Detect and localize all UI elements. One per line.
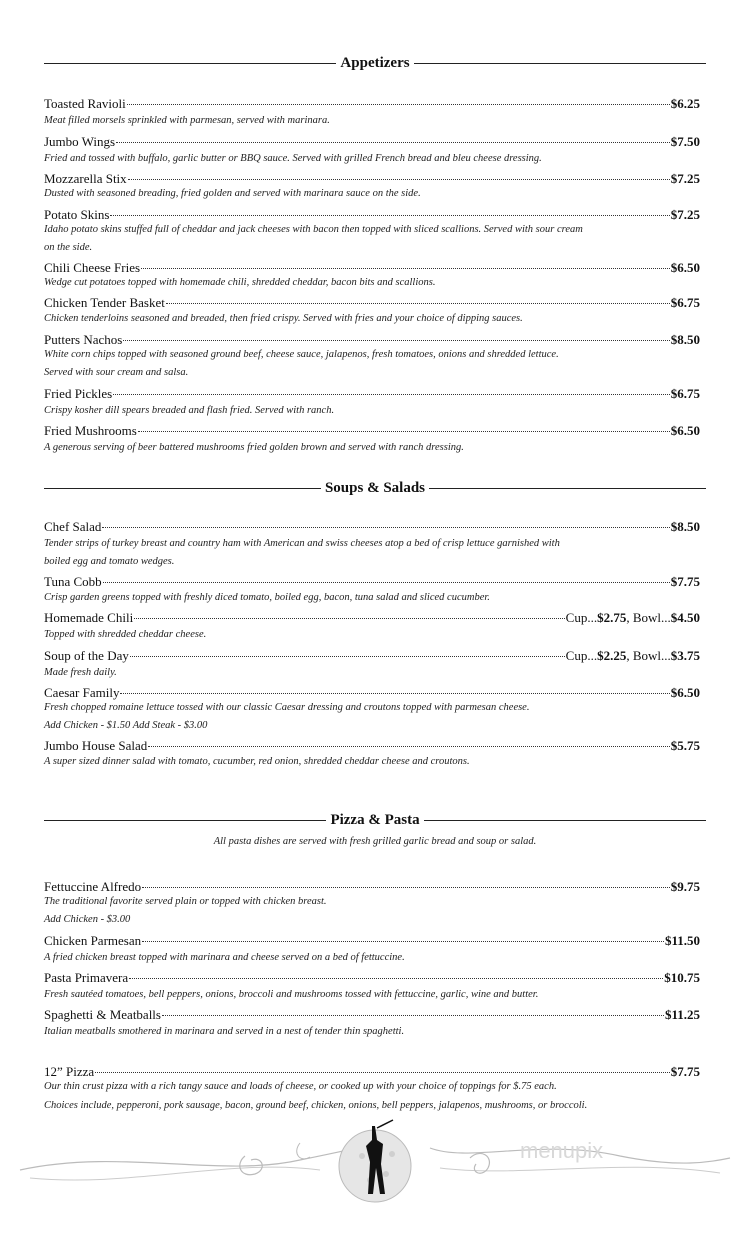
bowl-label: , Bowl... bbox=[626, 648, 671, 663]
menu-item bbox=[44, 329, 700, 347]
item-desc: Dusted with seasoned breading, fried golden and served with marinara sauce on the side. bbox=[44, 188, 421, 199]
item-desc: Our thin crust pizza with a rich tangy sauce and loads of cheese, or cooked up with your choice of toppings for $.75 each. bbox=[44, 1081, 557, 1092]
menu-item bbox=[44, 876, 700, 894]
footer-swirl-art bbox=[0, 1118, 750, 1235]
item-desc: Idaho potato skins stuffed full of cheddar and jack cheeses with bacon then topped with sliced scallions. Served with sour cream on the side. bbox=[44, 224, 583, 253]
appetizers-title: Appetizers bbox=[340, 54, 410, 71]
item-name: Potato Skins bbox=[44, 207, 110, 222]
swirl-line-left bbox=[20, 1146, 370, 1170]
item-name: Chicken Parmesan bbox=[44, 933, 142, 948]
leader-dots bbox=[103, 568, 670, 583]
cup-label: Cup... bbox=[565, 610, 598, 625]
soups-header bbox=[44, 478, 706, 498]
menu-item bbox=[44, 131, 700, 149]
item-desc: Crispy kosher dill spears breaded and flash fried. Served with ranch. bbox=[44, 405, 335, 416]
watermark-text: menupix bbox=[520, 1138, 604, 1163]
item-desc: Fresh chopped romaine lettuce tossed with our classic Caesar dressing and croutons topped with parmesan cheese. bbox=[44, 702, 530, 713]
item-name: Toasted Ravioli bbox=[44, 96, 126, 111]
item-price: $6.75 bbox=[670, 386, 700, 401]
ball-dimple bbox=[389, 1151, 395, 1157]
menu-item bbox=[44, 1004, 700, 1022]
leader-dots bbox=[95, 1058, 670, 1073]
item-name: Soup of the Day bbox=[44, 648, 129, 663]
item-name: Tuna Cobb bbox=[44, 574, 102, 589]
leader-dots bbox=[162, 1001, 664, 1016]
item-name: Mozzarella Stix bbox=[44, 171, 127, 186]
item-name: Chef Salad bbox=[44, 519, 102, 534]
ball-dimple bbox=[383, 1171, 389, 1177]
item-price: $7.50 bbox=[670, 134, 700, 149]
item-price: $7.25 bbox=[670, 207, 700, 222]
pizza-note: All pasta dishes are served with fresh grilled garlic bread and soup or salad. bbox=[213, 836, 537, 847]
item-price: $6.50 bbox=[670, 260, 700, 275]
menu-item bbox=[44, 571, 700, 589]
item-desc: Meat filled morsels sprinkled with parmesan, served with marinara. bbox=[44, 115, 330, 126]
appetizers-header bbox=[44, 53, 706, 73]
item-price: $11.25 bbox=[664, 1007, 700, 1022]
item-price: $7.75 bbox=[670, 1064, 700, 1079]
leader-dots bbox=[138, 417, 670, 432]
menu-item bbox=[44, 516, 700, 534]
cup-price: $2.25 bbox=[597, 648, 627, 663]
leader-dots bbox=[130, 642, 565, 657]
item-desc: Chicken tenderloins seasoned and breaded, then fried crispy. Served with fries and your choice of dipping sauces. bbox=[44, 313, 523, 324]
leader-dots bbox=[128, 165, 670, 180]
menu-item bbox=[44, 383, 700, 401]
header-rule-left bbox=[44, 488, 321, 489]
menu-item bbox=[44, 930, 700, 948]
item-name: Chili Cheese Fries bbox=[44, 260, 141, 275]
item-desc: Fresh sautéed tomatoes, bell peppers, onions, broccoli and mushrooms tossed with fettuccine, garlic, wine and butter. bbox=[44, 989, 539, 1000]
item-desc: A super sized dinner salad with tomato, cucumber, red onion, shredded cheddar cheese and croutons. bbox=[44, 756, 470, 767]
item-name: Putters Nachos bbox=[44, 332, 123, 347]
bowl-label: , Bowl... bbox=[626, 610, 671, 625]
menu-item bbox=[44, 420, 700, 438]
leader-dots bbox=[142, 873, 670, 888]
soups-title: Soups & Salads bbox=[324, 479, 426, 496]
swirl-line-right-2 bbox=[440, 1167, 720, 1173]
menu-item bbox=[44, 967, 700, 985]
pizza-title: Pizza & Pasta bbox=[330, 811, 420, 828]
leader-dots bbox=[127, 90, 670, 105]
item-name: Fried Mushrooms bbox=[44, 423, 137, 438]
item-price: $8.50 bbox=[670, 519, 700, 534]
leader-dots bbox=[102, 513, 669, 528]
cup-label: Cup... bbox=[565, 648, 598, 663]
item-desc: Crisp garden greens topped with freshly diced tomato, boiled egg, bacon, tuna salad and sliced cucumber. bbox=[44, 592, 490, 603]
menu-item bbox=[44, 204, 700, 222]
leader-dots bbox=[166, 289, 670, 304]
golf-club-icon bbox=[377, 1120, 393, 1128]
leader-dots bbox=[142, 927, 664, 942]
item-name: 12” Pizza bbox=[44, 1064, 95, 1079]
item-price: $6.50 bbox=[670, 423, 700, 438]
item-desc: Fried and tossed with buffalo, garlic butter or BBQ sauce. Served with grilled French bread and bleu cheese dressing. bbox=[44, 153, 542, 164]
menu-item bbox=[44, 168, 700, 186]
item-name: Caesar Family bbox=[44, 685, 120, 700]
leader-dots bbox=[123, 326, 669, 341]
header-rule-right bbox=[429, 488, 706, 489]
ball-dimple bbox=[359, 1153, 365, 1159]
item-desc: Made fresh daily. bbox=[44, 667, 117, 678]
menu-item bbox=[44, 292, 700, 310]
menu-item bbox=[44, 1061, 700, 1079]
item-desc: White corn chips topped with seasoned ground beef, cheese sauce, jalapenos, fresh tomatoes, onions and shredded lettuce. Served with sour cream and salsa. bbox=[44, 349, 559, 378]
pizza-header bbox=[44, 810, 706, 830]
menu-item bbox=[44, 735, 700, 753]
menu-item bbox=[44, 607, 700, 625]
item-name: Fried Pickles bbox=[44, 386, 113, 401]
item-price: $6.75 bbox=[670, 295, 700, 310]
leader-dots bbox=[110, 201, 669, 216]
header-rule-right bbox=[414, 63, 706, 64]
leader-dots bbox=[113, 380, 670, 395]
item-desc: The traditional favorite served plain or topped with chicken breast. bbox=[44, 896, 327, 907]
item-desc: Wedge cut potatoes topped with homemade chili, shredded cheddar, bacon bits and scallions. bbox=[44, 277, 436, 288]
item-price: $6.25 bbox=[670, 96, 700, 111]
item-desc: A generous serving of beer battered mushrooms fried golden brown and served with ranch dressing. bbox=[44, 442, 464, 453]
item-desc: Italian meatballs smothered in marinara and served in a nest of tender thin spaghetti. bbox=[44, 1026, 405, 1037]
item-price: $7.75 bbox=[670, 574, 700, 589]
item-desc: Topped with shredded cheddar cheese. bbox=[44, 629, 207, 640]
header-rule-left bbox=[44, 63, 336, 64]
item-desc: A fried chicken breast topped with marinara and cheese served on a bed of fettuccine. bbox=[44, 952, 405, 963]
item-extra: Add Chicken - $3.00 bbox=[44, 914, 131, 925]
item-name: Fettuccine Alfredo bbox=[44, 879, 142, 894]
item-name: Chicken Tender Basket bbox=[44, 295, 165, 310]
header-rule-right bbox=[424, 820, 706, 821]
item-price: $8.50 bbox=[670, 332, 700, 347]
item-name: Pasta Primavera bbox=[44, 970, 129, 985]
header-rule-left bbox=[44, 820, 326, 821]
leader-dots bbox=[148, 732, 669, 747]
item-extra: Choices include, pepperoni, pork sausage, bacon, ground beef, chicken, onions, bell peppers, jalapenos, mushrooms, or broccoli. bbox=[44, 1100, 588, 1111]
item-price: $9.75 bbox=[670, 879, 700, 894]
swirl-curl-left-2 bbox=[297, 1143, 310, 1159]
leader-dots bbox=[134, 604, 564, 619]
item-price: $7.25 bbox=[670, 171, 700, 186]
item-name: Jumbo House Salad bbox=[44, 738, 148, 753]
bowl-price: $3.75 bbox=[670, 648, 700, 663]
menu-item bbox=[44, 682, 700, 700]
menu-item bbox=[44, 645, 700, 663]
leader-dots bbox=[116, 128, 670, 143]
item-name: Spaghetti & Meatballs bbox=[44, 1007, 161, 1022]
item-price: $11.50 bbox=[664, 933, 700, 948]
leader-dots bbox=[141, 254, 670, 269]
menu-item bbox=[44, 93, 700, 111]
item-name: Homemade Chili bbox=[44, 610, 134, 625]
bowl-price: $4.50 bbox=[670, 610, 700, 625]
item-price: $5.75 bbox=[670, 738, 700, 753]
item-price: $6.50 bbox=[670, 685, 700, 700]
item-name: Jumbo Wings bbox=[44, 134, 116, 149]
item-extra: Add Chicken - $1.50 Add Steak - $3.00 bbox=[44, 720, 208, 731]
item-desc: Tender strips of turkey breast and country ham with American and swiss cheeses atop a bed of crisp lettuce garnished with boiled egg and tomato wedges. bbox=[44, 538, 560, 567]
cup-price: $2.75 bbox=[597, 610, 627, 625]
leader-dots bbox=[129, 964, 663, 979]
item-price: $10.75 bbox=[664, 970, 700, 985]
menu-item bbox=[44, 257, 700, 275]
leader-dots bbox=[120, 679, 669, 694]
swirl-line-left-2 bbox=[30, 1167, 320, 1180]
